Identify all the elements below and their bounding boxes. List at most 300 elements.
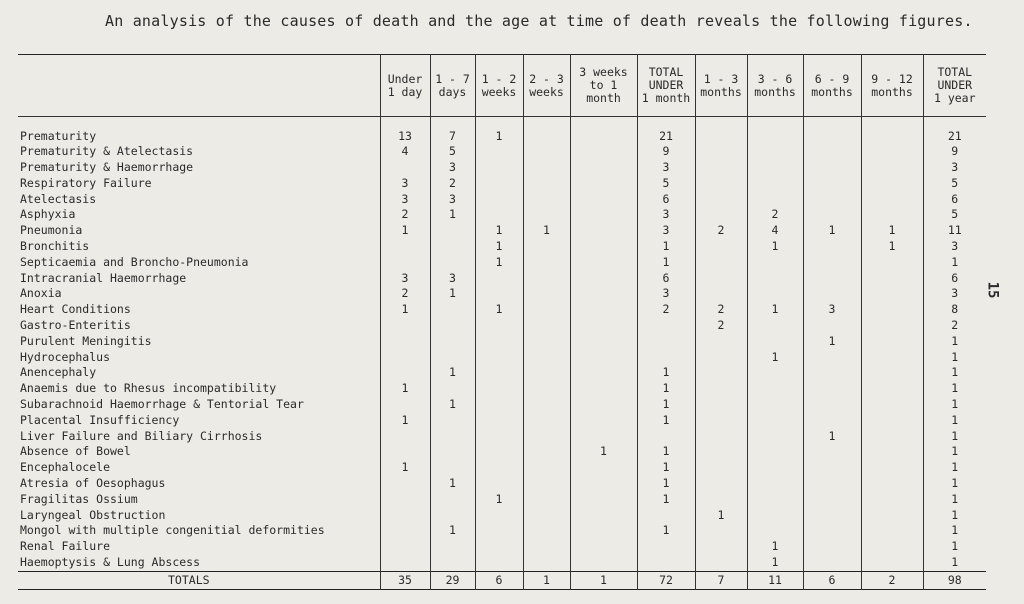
totals-label: TOTALS	[168, 573, 210, 588]
count-cell	[523, 318, 570, 334]
count-cell	[475, 318, 523, 334]
count-cell: 1	[747, 239, 803, 255]
count-cell	[430, 555, 475, 571]
count-cell	[695, 397, 747, 413]
cause-cell: Heart Conditions	[20, 302, 131, 317]
cause-cell: Mongol with multiple congenitial deformities	[20, 523, 325, 538]
count-cell	[570, 318, 637, 334]
cause-cell: Anoxia	[20, 286, 62, 301]
column-header: 1 - 2 weeks	[475, 55, 523, 117]
count-cell: 3	[380, 176, 430, 192]
count-cell: 1	[747, 302, 803, 318]
count-cell	[475, 555, 523, 571]
count-cell	[747, 255, 803, 271]
count-cell: 5	[923, 176, 986, 192]
count-cell	[803, 286, 861, 302]
count-cell	[747, 508, 803, 524]
count-cell	[861, 302, 923, 318]
count-cell: 1	[637, 444, 695, 460]
count-cell	[695, 271, 747, 287]
count-cell	[695, 444, 747, 460]
count-cell: 21	[637, 129, 695, 145]
count-cell	[861, 539, 923, 555]
count-cell	[861, 397, 923, 413]
count-cell: 1	[923, 334, 986, 350]
count-cell	[695, 207, 747, 223]
count-cell	[803, 460, 861, 476]
total-cell: 1	[570, 571, 637, 589]
count-cell	[380, 523, 430, 539]
column-header: TOTAL UNDER 1 year	[923, 55, 986, 117]
count-cell	[637, 334, 695, 350]
count-cell	[695, 255, 747, 271]
cause-cell: Bronchitis	[20, 239, 90, 254]
count-cell	[803, 381, 861, 397]
count-cell: 1	[747, 555, 803, 571]
count-cell: 2	[380, 286, 430, 302]
count-cell	[380, 492, 430, 508]
cause-cell: Prematurity	[20, 128, 97, 143]
cause-cell: Pneumonia	[20, 223, 83, 238]
header-spacer	[18, 117, 986, 129]
table-row	[18, 144, 986, 160]
count-cell: 1	[380, 302, 430, 318]
count-cell	[523, 413, 570, 429]
count-cell	[523, 397, 570, 413]
count-cell	[523, 508, 570, 524]
count-cell	[523, 176, 570, 192]
table-row	[18, 192, 986, 208]
cause-cell: Prematurity & Haemorrhage	[20, 160, 194, 175]
count-cell: 1	[475, 492, 523, 508]
count-cell	[475, 271, 523, 287]
total-cell: 98	[923, 571, 986, 589]
count-cell	[861, 460, 923, 476]
count-cell	[637, 429, 695, 445]
count-cell	[523, 239, 570, 255]
count-cell: 3	[637, 223, 695, 239]
count-cell	[695, 492, 747, 508]
count-cell: 4	[747, 223, 803, 239]
count-cell: 1	[475, 239, 523, 255]
count-cell	[380, 429, 430, 445]
count-cell	[637, 555, 695, 571]
count-cell	[380, 239, 430, 255]
count-cell	[861, 365, 923, 381]
count-cell: 9	[923, 144, 986, 160]
count-cell: 1	[475, 255, 523, 271]
count-cell	[803, 129, 861, 145]
cause-cell: Haemoptysis & Lung Abscess	[20, 555, 201, 570]
count-cell: 1	[570, 444, 637, 460]
count-cell	[475, 539, 523, 555]
cause-column-header	[18, 55, 380, 117]
count-cell	[570, 523, 637, 539]
count-cell	[861, 318, 923, 334]
column-header: 3 weeks to 1 month	[570, 55, 637, 117]
count-cell	[380, 539, 430, 555]
count-cell: 6	[637, 271, 695, 287]
total-cell: 6	[803, 571, 861, 589]
count-cell	[747, 381, 803, 397]
count-cell: 5	[430, 144, 475, 160]
count-cell	[803, 397, 861, 413]
count-cell	[523, 207, 570, 223]
count-cell	[803, 207, 861, 223]
cause-cell: Placental Insufficiency	[20, 412, 180, 427]
table-row	[18, 176, 986, 192]
cause-cell: Septicaemia and Broncho-Pneumonia	[20, 254, 249, 269]
count-cell	[570, 160, 637, 176]
count-cell: 4	[380, 144, 430, 160]
count-cell	[430, 302, 475, 318]
count-cell: 1	[637, 255, 695, 271]
count-cell	[523, 460, 570, 476]
count-cell: 1	[380, 460, 430, 476]
table-row	[18, 523, 986, 539]
count-cell	[430, 381, 475, 397]
count-cell: 1	[637, 523, 695, 539]
table-row	[18, 318, 986, 334]
count-cell	[861, 508, 923, 524]
count-cell	[380, 555, 430, 571]
cause-cell: Liver Failure and Biliary Cirrhosis	[20, 428, 263, 443]
count-cell: 11	[923, 223, 986, 239]
count-cell: 2	[747, 207, 803, 223]
count-cell	[523, 444, 570, 460]
table-row	[18, 207, 986, 223]
count-cell: 13	[380, 129, 430, 145]
cause-cell: Encephalocele	[20, 460, 111, 475]
count-cell	[747, 176, 803, 192]
total-cell: 2	[861, 571, 923, 589]
count-cell: 2	[695, 223, 747, 239]
count-cell: 3	[430, 271, 475, 287]
count-cell	[803, 413, 861, 429]
count-cell: 1	[923, 555, 986, 571]
count-cell	[475, 192, 523, 208]
count-cell	[570, 539, 637, 555]
count-cell	[430, 318, 475, 334]
column-header: 3 - 6 months	[747, 55, 803, 117]
table-row	[18, 429, 986, 445]
cause-cell: Prematurity & Atelectasis	[20, 144, 194, 159]
count-cell: 1	[637, 397, 695, 413]
count-cell: 5	[637, 176, 695, 192]
count-cell	[475, 176, 523, 192]
count-cell	[861, 192, 923, 208]
count-cell	[803, 365, 861, 381]
count-cell	[861, 476, 923, 492]
count-cell: 3	[923, 239, 986, 255]
count-cell	[695, 365, 747, 381]
count-cell	[570, 492, 637, 508]
count-cell	[523, 271, 570, 287]
count-cell	[475, 413, 523, 429]
count-cell	[430, 334, 475, 350]
count-cell	[695, 523, 747, 539]
column-header: 1 - 7 days	[430, 55, 475, 117]
count-cell: 3	[923, 160, 986, 176]
count-cell: 3	[380, 192, 430, 208]
count-cell: 1	[523, 223, 570, 239]
count-cell: 1	[380, 381, 430, 397]
count-cell: 6	[923, 271, 986, 287]
count-cell	[861, 144, 923, 160]
count-cell	[430, 255, 475, 271]
count-cell: 1	[923, 492, 986, 508]
count-cell	[695, 429, 747, 445]
count-cell	[803, 160, 861, 176]
count-cell	[803, 271, 861, 287]
count-cell	[570, 286, 637, 302]
count-cell	[747, 334, 803, 350]
count-cell: 6	[637, 192, 695, 208]
count-cell: 1	[861, 239, 923, 255]
count-cell: 1	[747, 539, 803, 555]
count-cell: 1	[475, 302, 523, 318]
count-cell	[861, 492, 923, 508]
count-cell	[570, 476, 637, 492]
cause-cell: Respiratory Failure	[20, 175, 152, 190]
count-cell: 1	[637, 239, 695, 255]
count-cell	[861, 160, 923, 176]
count-cell	[861, 429, 923, 445]
count-cell	[523, 144, 570, 160]
count-cell	[861, 523, 923, 539]
column-header: Under 1 day	[380, 55, 430, 117]
count-cell: 1	[475, 223, 523, 239]
count-cell	[695, 334, 747, 350]
count-cell	[747, 523, 803, 539]
count-cell	[380, 476, 430, 492]
count-cell: 7	[430, 129, 475, 145]
cause-cell: Subarachnoid Haemorrhage & Tentorial Tear	[20, 397, 304, 412]
cause-cell: Laryngeal Obstruction	[20, 507, 166, 522]
count-cell: 3	[923, 286, 986, 302]
count-cell	[475, 444, 523, 460]
table-row	[18, 492, 986, 508]
count-cell	[475, 160, 523, 176]
cause-cell: Asphyxia	[20, 207, 76, 222]
count-cell: 1	[923, 365, 986, 381]
count-cell	[803, 176, 861, 192]
total-cell: 72	[637, 571, 695, 589]
count-cell	[695, 239, 747, 255]
count-cell: 2	[637, 302, 695, 318]
count-cell	[475, 365, 523, 381]
count-cell	[570, 555, 637, 571]
table-row	[18, 129, 986, 145]
count-cell	[570, 334, 637, 350]
count-cell	[570, 429, 637, 445]
count-cell	[430, 444, 475, 460]
count-cell	[747, 192, 803, 208]
count-cell	[570, 381, 637, 397]
count-cell: 6	[923, 192, 986, 208]
count-cell	[570, 176, 637, 192]
count-cell	[430, 223, 475, 239]
table-row	[18, 508, 986, 524]
count-cell: 1	[695, 508, 747, 524]
totals-row	[18, 571, 986, 589]
count-cell	[475, 334, 523, 350]
count-cell	[570, 302, 637, 318]
count-cell	[747, 286, 803, 302]
table-row	[18, 381, 986, 397]
count-cell: 5	[923, 207, 986, 223]
count-cell	[570, 239, 637, 255]
count-cell: 1	[475, 129, 523, 145]
count-cell	[523, 302, 570, 318]
count-cell	[695, 460, 747, 476]
count-cell: 1	[923, 476, 986, 492]
table-row	[18, 223, 986, 239]
count-cell	[570, 350, 637, 366]
count-cell	[861, 207, 923, 223]
count-cell: 1	[430, 476, 475, 492]
count-cell	[861, 381, 923, 397]
cause-cell: Purulent Meningitis	[20, 333, 152, 348]
count-cell	[380, 397, 430, 413]
column-header: 2 - 3 weeks	[523, 55, 570, 117]
count-cell	[475, 476, 523, 492]
count-cell	[747, 271, 803, 287]
table-row	[18, 271, 986, 287]
cause-cell: Absence of Bowel	[20, 444, 131, 459]
count-cell	[430, 350, 475, 366]
count-cell: 1	[430, 286, 475, 302]
count-cell	[861, 176, 923, 192]
count-cell: 1	[923, 429, 986, 445]
count-cell	[570, 460, 637, 476]
count-cell	[430, 413, 475, 429]
count-cell	[380, 365, 430, 381]
cause-cell: Fragilitas Ossium	[20, 491, 138, 506]
count-cell: 1	[430, 523, 475, 539]
column-header: 6 - 9 months	[803, 55, 861, 117]
count-cell	[570, 129, 637, 145]
count-cell	[523, 476, 570, 492]
count-cell	[430, 460, 475, 476]
count-cell	[747, 318, 803, 334]
table-body	[18, 117, 986, 572]
count-cell	[475, 429, 523, 445]
count-cell: 3	[430, 192, 475, 208]
count-cell	[695, 129, 747, 145]
count-cell	[803, 255, 861, 271]
count-cell	[861, 350, 923, 366]
count-cell: 3	[430, 160, 475, 176]
count-cell	[637, 508, 695, 524]
count-cell	[380, 444, 430, 460]
count-cell	[570, 223, 637, 239]
cause-cell: Anaemis due to Rhesus incompatibility	[20, 381, 277, 396]
count-cell: 1	[637, 365, 695, 381]
total-cell: 6	[475, 571, 523, 589]
count-cell	[430, 239, 475, 255]
count-cell	[695, 476, 747, 492]
count-cell	[695, 555, 747, 571]
count-cell	[747, 129, 803, 145]
count-cell: 1	[923, 523, 986, 539]
count-cell	[803, 476, 861, 492]
count-cell	[523, 350, 570, 366]
count-cell	[570, 413, 637, 429]
count-cell	[475, 350, 523, 366]
count-cell	[695, 413, 747, 429]
count-cell: 1	[861, 223, 923, 239]
count-cell	[430, 539, 475, 555]
count-cell	[747, 413, 803, 429]
count-cell: 1	[923, 444, 986, 460]
count-cell: 1	[923, 539, 986, 555]
count-cell	[861, 555, 923, 571]
table-row	[18, 255, 986, 271]
column-header: TOTAL UNDER 1 month	[637, 55, 695, 117]
count-cell	[570, 365, 637, 381]
count-cell: 1	[637, 381, 695, 397]
count-cell	[380, 318, 430, 334]
table-row	[18, 302, 986, 318]
count-cell	[523, 334, 570, 350]
count-cell	[475, 207, 523, 223]
count-cell: 3	[637, 207, 695, 223]
count-cell	[695, 350, 747, 366]
table-row	[18, 539, 986, 555]
table-row	[18, 476, 986, 492]
page-number: 15	[984, 281, 1001, 299]
count-cell: 1	[803, 429, 861, 445]
count-cell	[803, 350, 861, 366]
table-row	[18, 397, 986, 413]
count-cell: 1	[747, 350, 803, 366]
count-cell: 1	[923, 350, 986, 366]
count-cell	[523, 429, 570, 445]
count-cell	[747, 365, 803, 381]
page-heading: An analysis of the causes of death and the age at time of death reveals the following figures.	[105, 12, 973, 30]
count-cell: 2	[695, 302, 747, 318]
count-cell	[523, 129, 570, 145]
count-cell: 1	[430, 207, 475, 223]
count-cell	[637, 539, 695, 555]
count-cell: 1	[923, 255, 986, 271]
count-cell	[747, 460, 803, 476]
count-cell	[380, 350, 430, 366]
count-cell	[803, 523, 861, 539]
table-header-row	[18, 55, 986, 117]
count-cell: 1	[923, 397, 986, 413]
count-cell	[747, 144, 803, 160]
count-cell	[861, 271, 923, 287]
count-cell	[430, 508, 475, 524]
count-cell: 2	[695, 318, 747, 334]
count-cell	[747, 476, 803, 492]
count-cell	[637, 318, 695, 334]
total-cell: 35	[380, 571, 430, 589]
count-cell	[523, 539, 570, 555]
column-header: 9 - 12 months	[861, 55, 923, 117]
cause-cell: Atresia of Oesophagus	[20, 476, 166, 491]
count-cell	[695, 160, 747, 176]
count-cell	[475, 381, 523, 397]
count-cell: 1	[637, 460, 695, 476]
count-cell	[861, 286, 923, 302]
count-cell	[430, 429, 475, 445]
table-row	[18, 413, 986, 429]
count-cell: 1	[803, 334, 861, 350]
count-cell: 1	[923, 413, 986, 429]
